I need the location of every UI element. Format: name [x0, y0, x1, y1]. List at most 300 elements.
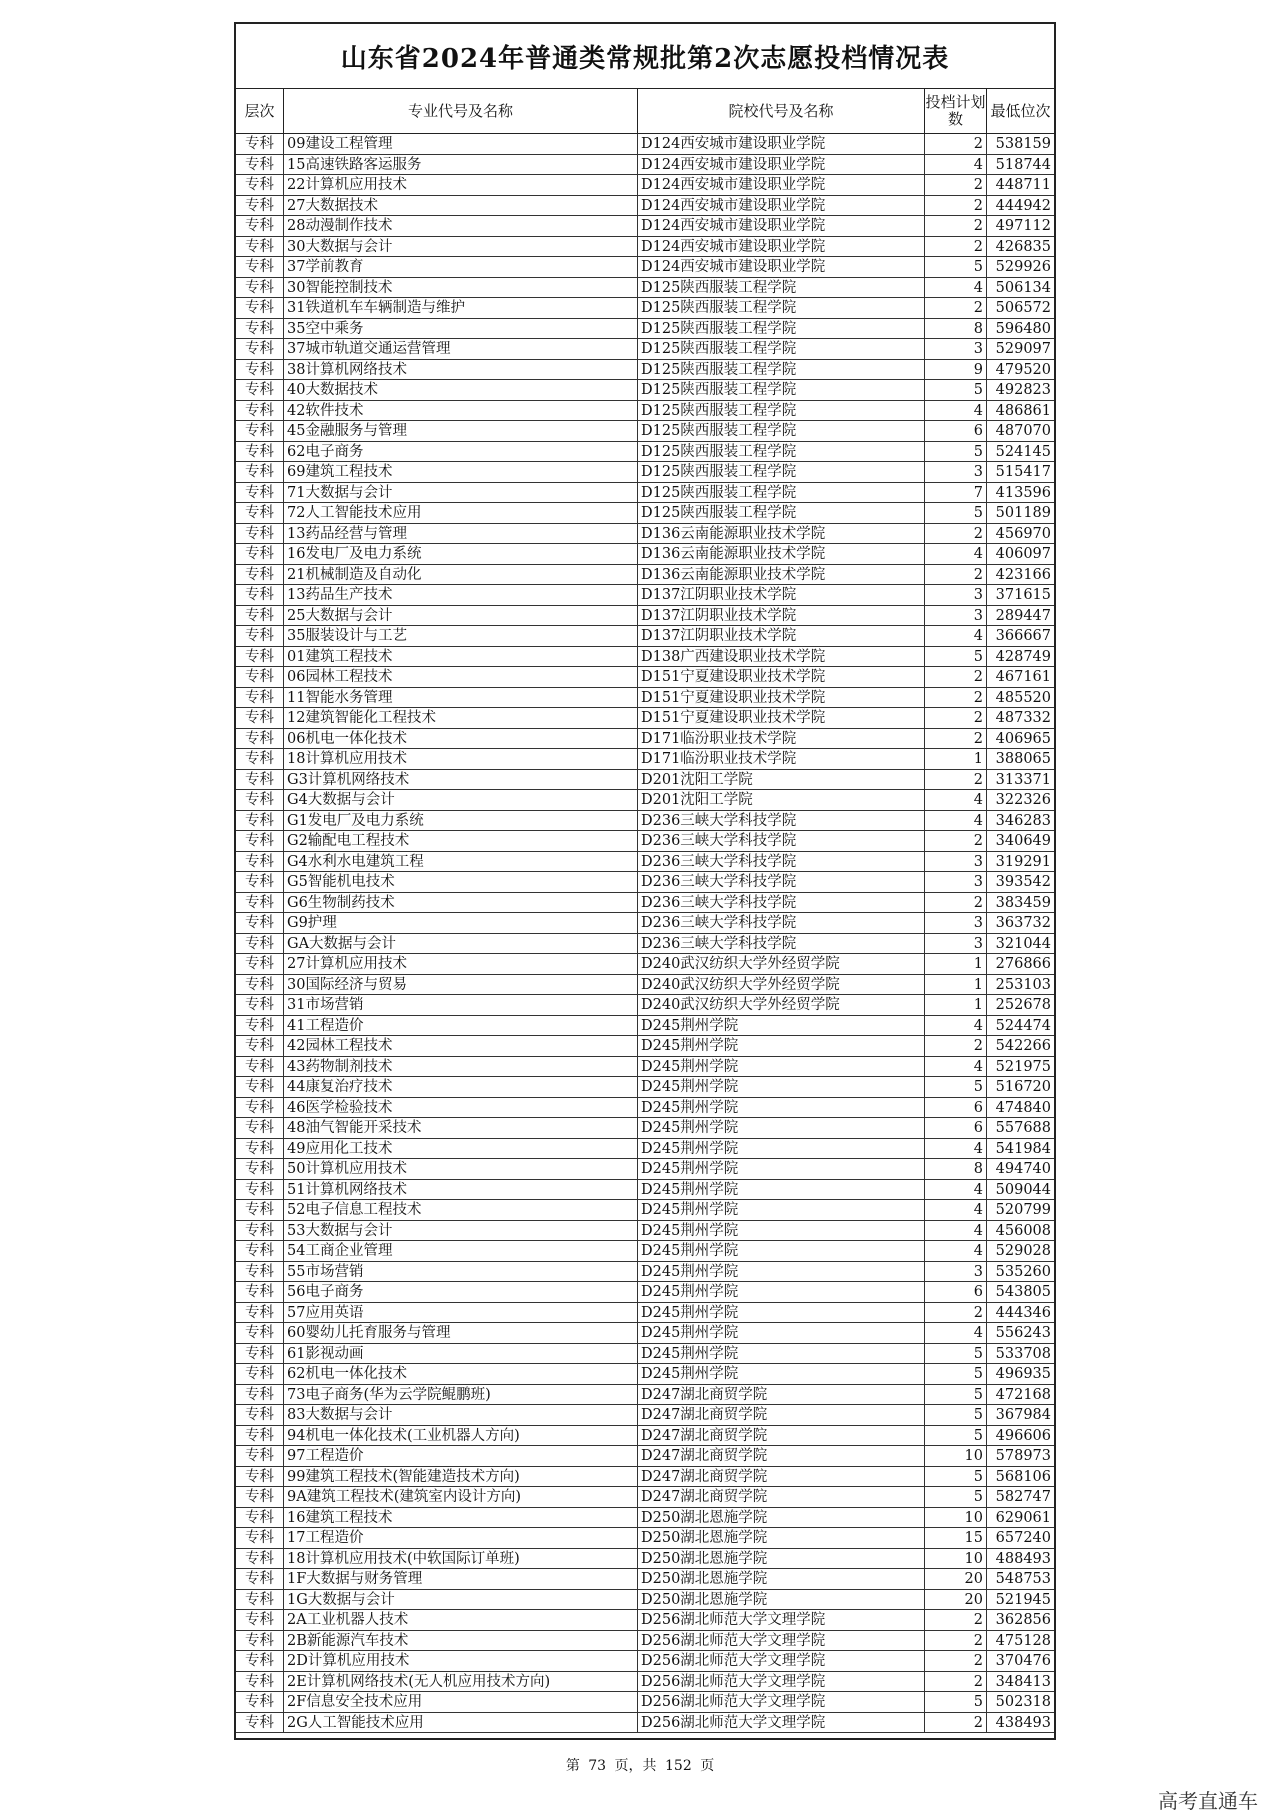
header-school: 院校代号及名称	[638, 89, 925, 133]
cell-major: 17工程造价	[284, 1528, 638, 1548]
cell-school: D137江阴职业技术学院	[638, 626, 925, 646]
cell-rank: 438493	[995, 1714, 1051, 1731]
footer-mid: 页，共	[614, 1758, 657, 1774]
table-row	[236, 1303, 1054, 1324]
cell-plan: 4	[925, 790, 987, 810]
cell-plan: 2	[925, 893, 987, 913]
cell-rank: 487070	[995, 423, 1051, 439]
cell-plan: 2	[925, 196, 987, 216]
cell-school: D236三峡大学科技学院	[638, 831, 925, 851]
cell-major: 12建筑智能化工程技术	[284, 708, 638, 728]
cell-level: 专科	[236, 134, 284, 154]
cell-school: D245荆州学院	[638, 1036, 925, 1056]
table-row	[236, 319, 1054, 340]
cell-school: D236三峡大学科技学院	[638, 811, 925, 831]
table-row	[236, 626, 1054, 647]
cell-rank: 252678	[995, 997, 1051, 1013]
table-row	[236, 196, 1054, 217]
table-row	[236, 1549, 1054, 1570]
cell-school: D250湖北恩施学院	[638, 1508, 925, 1528]
cell-plan: 5	[925, 380, 987, 400]
cell-rank: 629061	[995, 1509, 1051, 1526]
cell-plan: 4	[925, 811, 987, 831]
cell-plan: 10	[925, 1549, 987, 1569]
cell-plan: 4	[925, 155, 987, 175]
cell-school: D151宁夏建设职业技术学院	[638, 688, 925, 708]
cell-level: 专科	[236, 1672, 284, 1692]
table-row	[236, 524, 1054, 545]
cell-major: 31市场营销	[284, 995, 638, 1015]
cell-major: 43药物制剂技术	[284, 1057, 638, 1077]
cell-level: 专科	[236, 790, 284, 810]
cell-school: D125陕西服装工程学院	[638, 401, 925, 421]
cell-level: 专科	[236, 811, 284, 831]
cell-level: 专科	[236, 1139, 284, 1159]
cell-plan: 5	[925, 1077, 987, 1097]
cell-rank: 479520	[995, 361, 1051, 378]
footer-suffix: 页	[700, 1758, 715, 1774]
cell-school: D245荆州学院	[638, 1282, 925, 1302]
cell-major: 01建筑工程技术	[284, 647, 638, 667]
cell-level: 专科	[236, 934, 284, 954]
cell-major: 97工程造价	[284, 1446, 638, 1466]
cell-rank: 289447	[995, 607, 1051, 624]
cell-level: 专科	[236, 770, 284, 790]
table-row	[236, 688, 1054, 709]
cell-school: D247湖北商贸学院	[638, 1446, 925, 1466]
table-row	[236, 1590, 1054, 1611]
cell-rank: 515417	[995, 464, 1051, 480]
cell-major: 18计算机应用技术(中软国际订单班)	[284, 1549, 638, 1569]
table-row	[236, 790, 1054, 811]
cell-level: 专科	[236, 1323, 284, 1343]
cell-rank: 568106	[995, 1468, 1051, 1485]
cell-major: G5智能机电技术	[284, 872, 638, 892]
cell-level: 专科	[236, 688, 284, 708]
cell-plan: 5	[925, 1426, 987, 1446]
cell-school: D125陕西服装工程学院	[638, 278, 925, 298]
cell-school: D151宁夏建设职业技术学院	[638, 708, 925, 728]
table-row	[236, 708, 1054, 729]
table-row	[236, 872, 1054, 893]
table-row	[236, 1282, 1054, 1303]
cell-rank: 520799	[995, 1202, 1051, 1218]
cell-major: 38计算机网络技术	[284, 360, 638, 380]
cell-school: D236三峡大学科技学院	[638, 872, 925, 892]
cell-major: 83大数据与会计	[284, 1405, 638, 1425]
cell-rank: 456970	[995, 525, 1051, 542]
cell-major: 16建筑工程技术	[284, 1508, 638, 1528]
cell-level: 专科	[236, 319, 284, 339]
cell-level: 专科	[236, 1528, 284, 1548]
table-row	[236, 1508, 1054, 1529]
table-row	[236, 729, 1054, 750]
cell-rank: 393542	[995, 874, 1051, 890]
table-row	[236, 1364, 1054, 1385]
cell-rank: 474840	[995, 1099, 1051, 1116]
cell-rank: 529926	[995, 259, 1051, 275]
cell-level: 专科	[236, 380, 284, 400]
cell-school: D247湖北商贸学院	[638, 1487, 925, 1507]
cell-plan: 3	[925, 462, 987, 482]
cell-school: D125陕西服装工程学院	[638, 503, 925, 523]
cell-rank: 413596	[995, 484, 1051, 501]
cell-level: 专科	[236, 1262, 284, 1282]
cell-school: D245荆州学院	[638, 1180, 925, 1200]
cell-school: D125陕西服装工程学院	[638, 339, 925, 359]
cell-school: D245荆州学院	[638, 1077, 925, 1097]
cell-level: 专科	[236, 216, 284, 236]
table-row	[236, 380, 1054, 401]
cell-school: D124西安城市建设职业学院	[638, 257, 925, 277]
cell-plan: 5	[925, 1344, 987, 1364]
cell-rank: 488493	[995, 1550, 1051, 1567]
table-row	[236, 1159, 1054, 1180]
cell-major: 49应用化工技术	[284, 1139, 638, 1159]
cell-level: 专科	[236, 1200, 284, 1220]
cell-level: 专科	[236, 708, 284, 728]
cell-level: 专科	[236, 1241, 284, 1261]
cell-major: 09建设工程管理	[284, 134, 638, 154]
cell-rank: 535260	[995, 1263, 1051, 1280]
page-footer	[0, 1755, 1280, 1775]
cell-major: 2D计算机应用技术	[284, 1651, 638, 1671]
cell-plan: 2	[925, 216, 987, 236]
cell-rank: 313371	[995, 771, 1051, 788]
cell-school: D250湖北恩施学院	[638, 1528, 925, 1548]
cell-rank: 444942	[995, 197, 1051, 214]
cell-major: 48油气智能开采技术	[284, 1118, 638, 1138]
cell-major: 35空中乘务	[284, 319, 638, 339]
table-row	[236, 1344, 1054, 1365]
cell-major: 52电子信息工程技术	[284, 1200, 638, 1220]
cell-school: D137江阴职业技术学院	[638, 585, 925, 605]
cell-rank: 529028	[995, 1243, 1051, 1259]
cell-major: 11智能水务管理	[284, 688, 638, 708]
cell-level: 专科	[236, 155, 284, 175]
table-row	[236, 1426, 1054, 1447]
cell-rank: 367984	[995, 1407, 1051, 1423]
cell-major: 73电子商务(华为云学院鲲鹏班)	[284, 1385, 638, 1405]
cell-school: D250湖北恩施学院	[638, 1569, 925, 1589]
cell-plan: 4	[925, 1221, 987, 1241]
cell-major: 57应用英语	[284, 1303, 638, 1323]
cell-level: 专科	[236, 1077, 284, 1097]
cell-major: 30智能控制技术	[284, 278, 638, 298]
cell-level: 专科	[236, 483, 284, 503]
cell-plan: 20	[925, 1569, 987, 1589]
cell-plan: 5	[925, 503, 987, 523]
cell-major: 06园林工程技术	[284, 667, 638, 687]
cell-level: 专科	[236, 565, 284, 585]
cell-major: G6生物制药技术	[284, 893, 638, 913]
table-row	[236, 483, 1054, 504]
table-row	[236, 749, 1054, 770]
cell-major: 53大数据与会计	[284, 1221, 638, 1241]
table-row	[236, 237, 1054, 258]
cell-school: D236三峡大学科技学院	[638, 893, 925, 913]
cell-school: D245荆州学院	[638, 1364, 925, 1384]
cell-plan: 2	[925, 667, 987, 687]
page-title: 山东省2024年普通类常规批第2次志愿投档情况表	[236, 24, 1054, 89]
cell-school: D240武汉纺织大学外经贸学院	[638, 995, 925, 1015]
cell-school: D240武汉纺织大学外经贸学院	[638, 975, 925, 995]
cell-rank: 363732	[995, 915, 1051, 931]
cell-major: 44康复治疗技术	[284, 1077, 638, 1097]
cell-plan: 2	[925, 708, 987, 728]
table-row	[236, 585, 1054, 606]
cell-school: D138广西建设职业技术学院	[638, 647, 925, 667]
cell-plan: 6	[925, 1118, 987, 1138]
table-row	[236, 1692, 1054, 1713]
table-row	[236, 544, 1054, 565]
table-row	[236, 1139, 1054, 1160]
cell-school: D247湖北商贸学院	[638, 1385, 925, 1405]
cell-school: D240武汉纺织大学外经贸学院	[638, 954, 925, 974]
cell-plan: 1	[925, 995, 987, 1015]
table-row	[236, 770, 1054, 791]
cell-rank: 518744	[995, 156, 1051, 173]
table-row	[236, 1405, 1054, 1426]
cell-plan: 3	[925, 934, 987, 954]
cell-plan: 2	[925, 729, 987, 749]
cell-school: D256湖北师范大学文理学院	[638, 1610, 925, 1630]
cell-level: 专科	[236, 1180, 284, 1200]
cell-major: 62电子商务	[284, 442, 638, 462]
table-row	[236, 1221, 1054, 1242]
cell-level: 专科	[236, 298, 284, 318]
cell-major: 46医学检验技术	[284, 1098, 638, 1118]
cell-plan: 2	[925, 237, 987, 257]
cell-school: D245荆州学院	[638, 1016, 925, 1036]
cell-plan: 3	[925, 872, 987, 892]
cell-plan: 10	[925, 1446, 987, 1466]
cell-level: 专科	[236, 1159, 284, 1179]
cell-school: D136云南能源职业技术学院	[638, 544, 925, 564]
cell-level: 专科	[236, 626, 284, 646]
cell-school: D137江阴职业技术学院	[638, 606, 925, 626]
cell-plan: 8	[925, 319, 987, 339]
cell-rank: 596480	[995, 320, 1051, 337]
cell-school: D256湖北师范大学文理学院	[638, 1651, 925, 1671]
table-row	[236, 913, 1054, 934]
cell-school: D125陕西服装工程学院	[638, 483, 925, 503]
cell-level: 专科	[236, 647, 284, 667]
cell-level: 专科	[236, 524, 284, 544]
cell-level: 专科	[236, 872, 284, 892]
cell-level: 专科	[236, 544, 284, 564]
cell-plan: 2	[925, 831, 987, 851]
table-row	[236, 811, 1054, 832]
cell-plan: 4	[925, 544, 987, 564]
table-body	[236, 134, 1054, 1733]
cell-rank: 533708	[995, 1345, 1051, 1362]
cell-school: D124西安城市建设职业学院	[638, 216, 925, 236]
table-row	[236, 831, 1054, 852]
cell-major: 06机电一体化技术	[284, 729, 638, 749]
cell-level: 专科	[236, 1282, 284, 1302]
cell-school: D245荆州学院	[638, 1159, 925, 1179]
table-row	[236, 1672, 1054, 1693]
cell-plan: 1	[925, 749, 987, 769]
cell-level: 专科	[236, 729, 284, 749]
cell-school: D125陕西服装工程学院	[638, 462, 925, 482]
cell-school: D124西安城市建设职业学院	[638, 196, 925, 216]
cell-school: D151宁夏建设职业技术学院	[638, 667, 925, 687]
cell-major: 42软件技术	[284, 401, 638, 421]
table-row	[236, 606, 1054, 627]
cell-level: 专科	[236, 1344, 284, 1364]
cell-rank: 557688	[995, 1120, 1051, 1136]
table-row	[236, 1713, 1054, 1734]
table-row	[236, 134, 1054, 155]
cell-plan: 5	[925, 1385, 987, 1405]
watermark: 高考直通车	[1158, 1789, 1258, 1813]
cell-rank: 472168	[995, 1386, 1051, 1403]
cell-major: 72人工智能技术应用	[284, 503, 638, 523]
cell-rank: 487332	[995, 710, 1051, 726]
cell-school: D236三峡大学科技学院	[638, 934, 925, 954]
cell-rank: 501189	[995, 505, 1051, 521]
cell-school: D125陕西服装工程学院	[638, 360, 925, 380]
cell-rank: 582747	[995, 1489, 1051, 1505]
cell-school: D125陕西服装工程学院	[638, 319, 925, 339]
cell-plan: 2	[925, 1303, 987, 1323]
cell-level: 专科	[236, 1610, 284, 1630]
cell-level: 专科	[236, 1467, 284, 1487]
cell-major: 21机械制造及自动化	[284, 565, 638, 585]
cell-major: G1发电厂及电力系统	[284, 811, 638, 831]
table-row	[236, 954, 1054, 975]
cell-level: 专科	[236, 421, 284, 441]
cell-level: 专科	[236, 360, 284, 380]
cell-plan: 1	[925, 954, 987, 974]
cell-level: 专科	[236, 1508, 284, 1528]
cell-rank: 253103	[995, 976, 1051, 993]
cell-rank: 428749	[995, 648, 1051, 665]
cell-major: GA大数据与会计	[284, 934, 638, 954]
table-row	[236, 1098, 1054, 1119]
cell-plan: 6	[925, 421, 987, 441]
table-row	[236, 1057, 1054, 1078]
cell-major: 94机电一体化技术(工业机器人方向)	[284, 1426, 638, 1446]
cell-major: 28动漫制作技术	[284, 216, 638, 236]
cell-rank: 485520	[995, 689, 1051, 706]
cell-rank: 362856	[995, 1612, 1051, 1628]
cell-plan: 2	[925, 1672, 987, 1692]
table-row	[236, 1241, 1054, 1262]
cell-level: 专科	[236, 1057, 284, 1077]
cell-plan: 4	[925, 1139, 987, 1159]
cell-level: 专科	[236, 1713, 284, 1733]
cell-school: D245荆州学院	[638, 1344, 925, 1364]
cell-level: 专科	[236, 196, 284, 216]
cell-rank: 456008	[995, 1222, 1051, 1239]
cell-school: D245荆州学院	[638, 1221, 925, 1241]
cell-plan: 5	[925, 647, 987, 667]
cell-rank: 541984	[995, 1140, 1051, 1157]
cell-rank: 543805	[995, 1284, 1051, 1300]
cell-rank: 496935	[995, 1366, 1051, 1382]
cell-major: 55市场营销	[284, 1262, 638, 1282]
cell-plan: 7	[925, 483, 987, 503]
cell-rank: 494740	[995, 1161, 1051, 1177]
cell-major: 1G大数据与会计	[284, 1590, 638, 1610]
cell-rank: 370476	[995, 1653, 1051, 1669]
cell-rank: 497112	[995, 218, 1051, 234]
cell-rank: 524474	[995, 1017, 1051, 1034]
cell-rank: 578973	[995, 1448, 1051, 1464]
cell-level: 专科	[236, 339, 284, 359]
cell-school: D124西安城市建设职业学院	[638, 237, 925, 257]
cell-rank: 406097	[995, 546, 1051, 562]
cell-major: 62机电一体化技术	[284, 1364, 638, 1384]
cell-rank: 548753	[995, 1571, 1051, 1587]
cell-major: G2输配电工程技术	[284, 831, 638, 851]
header-level: 层次	[236, 89, 284, 133]
cell-major: 2E计算机网络技术(无人机应用技术方向)	[284, 1672, 638, 1692]
cell-plan: 4	[925, 1016, 987, 1036]
cell-level: 专科	[236, 1426, 284, 1446]
cell-school: D245荆州学院	[638, 1200, 925, 1220]
cell-major: 69建筑工程技术	[284, 462, 638, 482]
cell-plan: 2	[925, 524, 987, 544]
cell-major: 40大数据技术	[284, 380, 638, 400]
table-row	[236, 1077, 1054, 1098]
cell-major: 15高速铁路客运服务	[284, 155, 638, 175]
cell-school: D124西安城市建设职业学院	[638, 155, 925, 175]
cell-school: D245荆州学院	[638, 1323, 925, 1343]
table-row	[236, 995, 1054, 1016]
cell-plan: 3	[925, 606, 987, 626]
cell-plan: 4	[925, 1057, 987, 1077]
cell-plan: 10	[925, 1508, 987, 1528]
header-rank: 最低位次	[990, 101, 1051, 120]
cell-plan: 2	[925, 688, 987, 708]
cell-rank: 538159	[995, 136, 1051, 152]
cell-rank: 529097	[995, 341, 1051, 357]
cell-school: D124西安城市建设职业学院	[638, 134, 925, 154]
footer-prefix: 第	[565, 1758, 580, 1774]
cell-plan: 4	[925, 1200, 987, 1220]
cell-plan: 4	[925, 1180, 987, 1200]
cell-rank: 657240	[995, 1530, 1051, 1546]
cell-level: 专科	[236, 831, 284, 851]
cell-level: 专科	[236, 995, 284, 1015]
cell-major: 99建筑工程技术(智能建造技术方向)	[284, 1467, 638, 1487]
cell-rank: 383459	[995, 894, 1051, 911]
cell-plan: 4	[925, 401, 987, 421]
cell-major: 60婴幼儿托育服务与管理	[284, 1323, 638, 1343]
table-row	[236, 1467, 1054, 1488]
cell-major: 25大数据与会计	[284, 606, 638, 626]
cell-major: 54工商企业管理	[284, 1241, 638, 1261]
cell-school: D125陕西服装工程学院	[638, 298, 925, 318]
cell-rank: 509044	[995, 1181, 1051, 1198]
cell-school: D171临汾职业技术学院	[638, 749, 925, 769]
cell-school: D236三峡大学科技学院	[638, 913, 925, 933]
cell-school: D247湖北商贸学院	[638, 1426, 925, 1446]
cell-rank: 426835	[995, 238, 1051, 255]
cell-level: 专科	[236, 1631, 284, 1651]
cell-rank: 467161	[995, 669, 1051, 685]
cell-level: 专科	[236, 667, 284, 687]
table-row	[236, 1323, 1054, 1344]
cell-rank: 366667	[995, 628, 1051, 644]
cell-school: D245荆州学院	[638, 1303, 925, 1323]
table-row	[236, 1631, 1054, 1652]
table-row	[236, 852, 1054, 873]
